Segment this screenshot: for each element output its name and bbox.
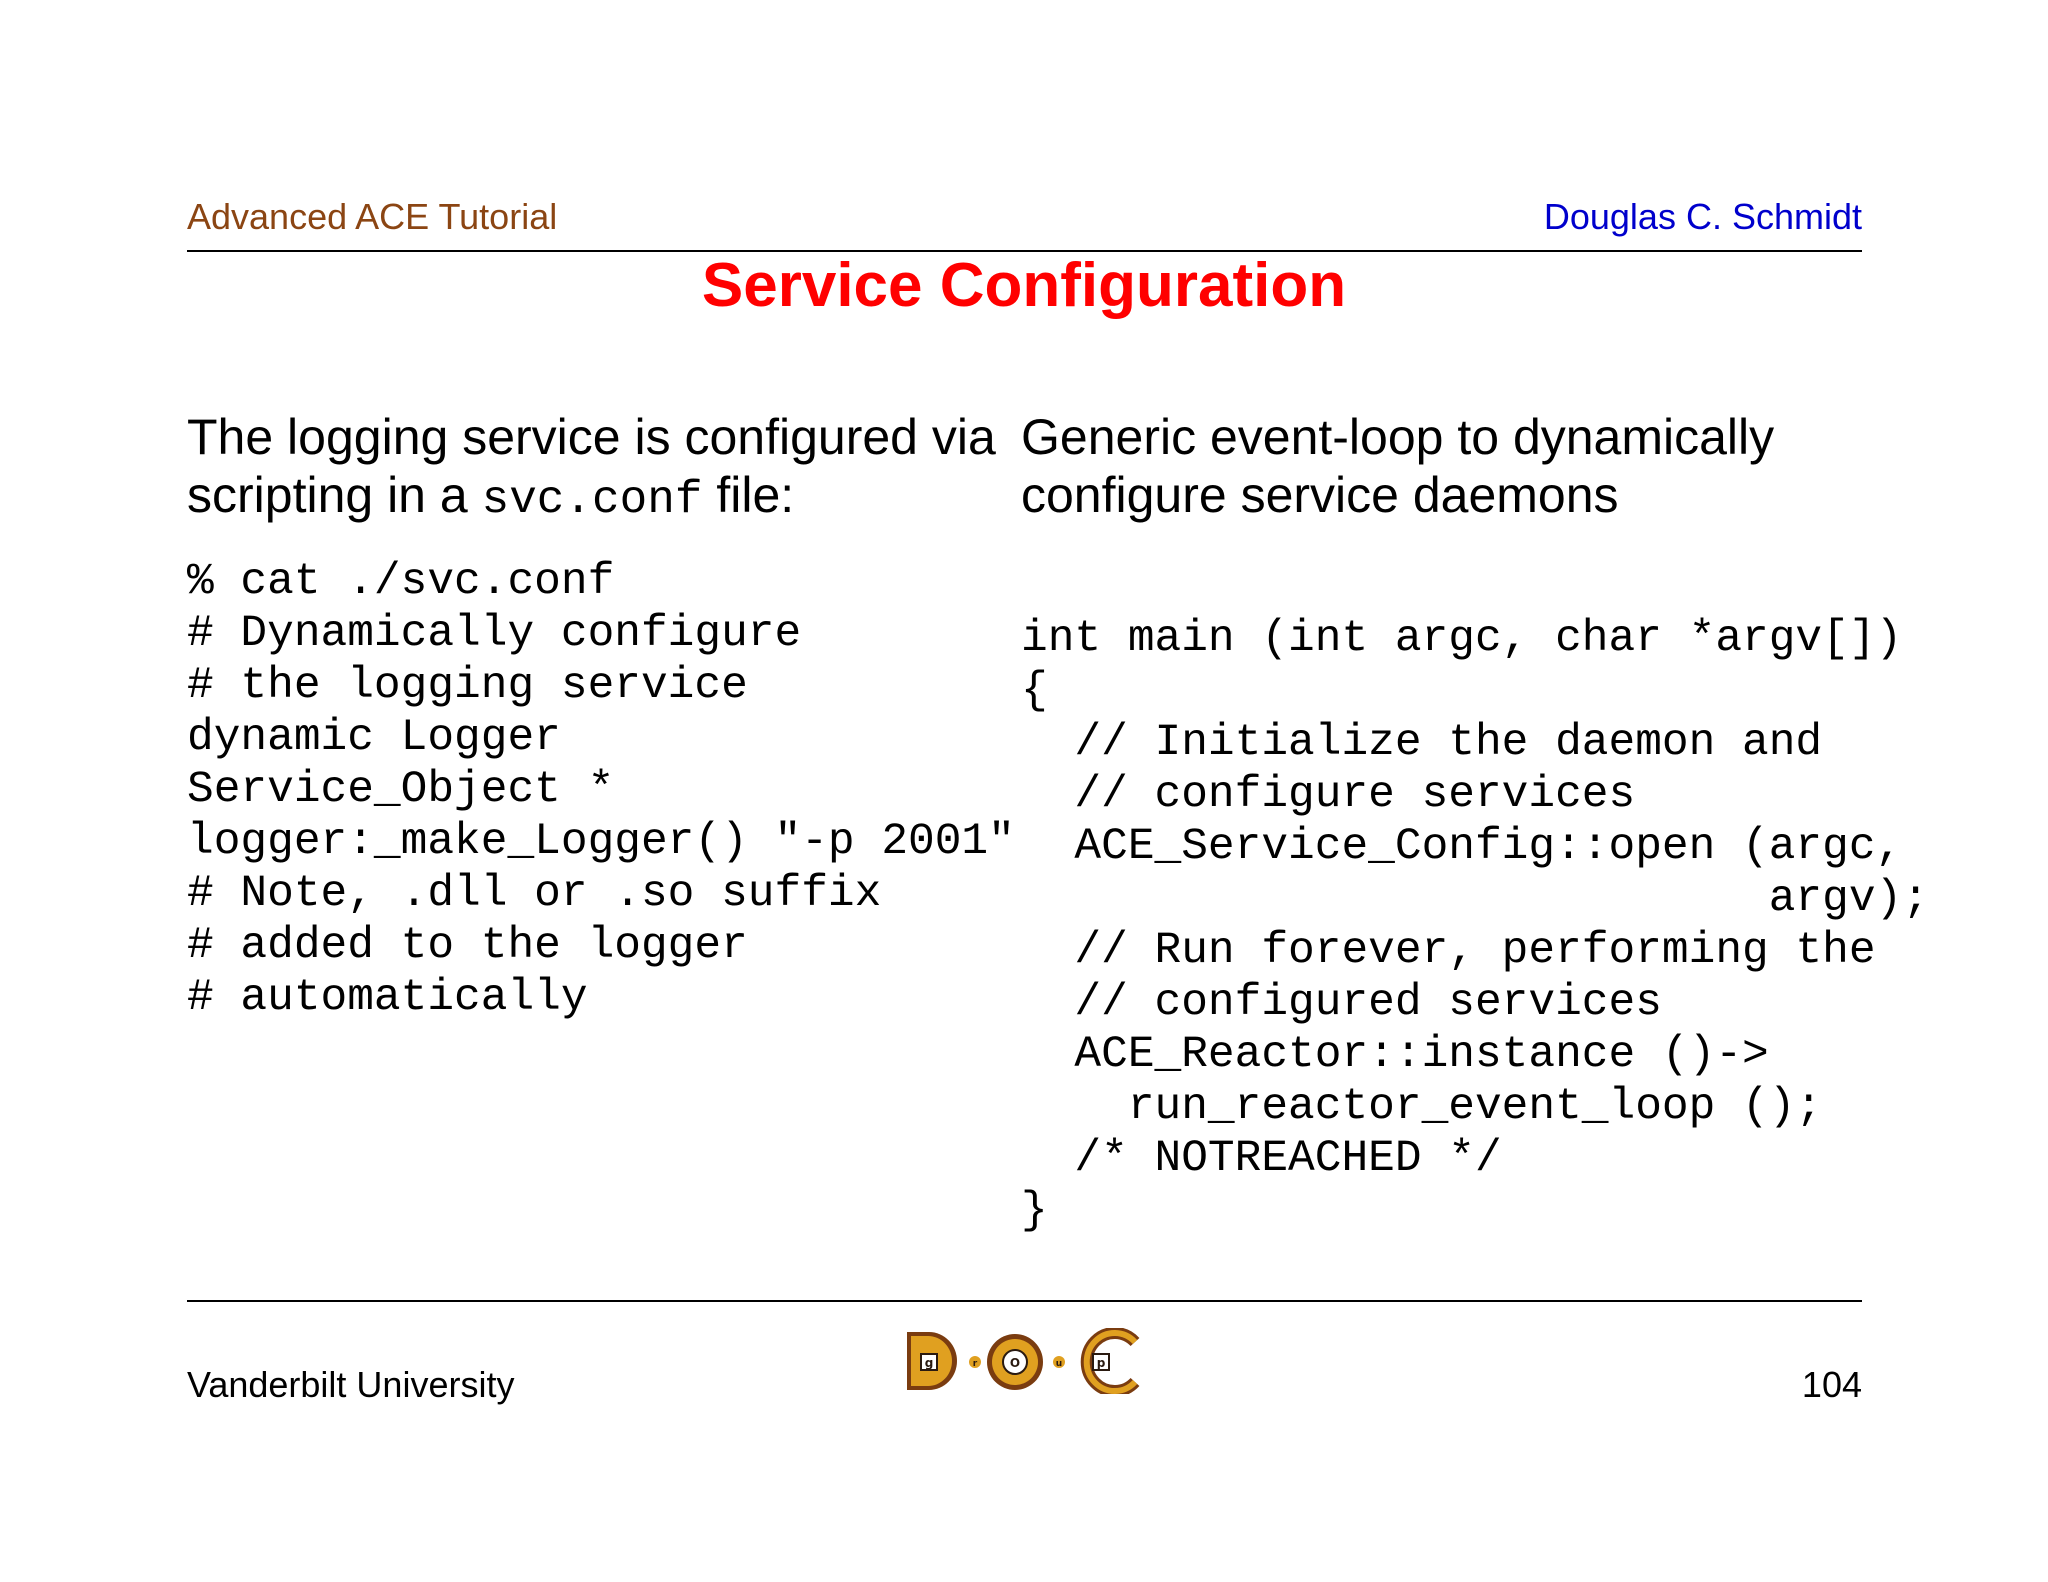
doc-group-logo [903,1328,1147,1394]
left-intro-text [187,408,1007,529]
logo-letter-o [987,1334,1043,1390]
footer-divider [187,1300,1862,1302]
left-intro-suffix: file: [702,467,795,523]
logo-small-u: u [1055,1359,1063,1369]
logo-small-o: O [1009,1356,1021,1370]
logo-letter-d [907,1332,957,1390]
page-number: 104 [1801,1364,1862,1405]
left-intro-filename: svc.conf [481,474,703,526]
logo-dot-r [969,1356,981,1369]
slide-title: Service Configuration [701,251,1347,320]
svc-conf-code-block: % cat ./svc.conf # Dynamically configure # the logging service dynamic Logger Service_Object * logger:_make_Logger() "-p 2001" # Note, .dll or .so suffix # added to the logger # automatically [187,557,1015,1023]
right-intro-text: Generic event-loop to dynamically configure service daemons [1021,409,1775,523]
logo-small-r: r [972,1359,978,1369]
header-author: Douglas C. Schmidt [1543,196,1862,237]
left-intro-prefix: The logging service is configured via scripting in a [187,409,996,523]
logo-small-p: p [1096,1356,1106,1370]
logo-letter-c [1087,1333,1135,1391]
main-function-code-block: int main (int argc, char *argv[]) { // Initialize the daemon and // configure services ACE_Service_Config::open (argc, argv); // Run forever, performing the // configured services ACE_Reactor::instance ()-> run_reactor_event_loop (); /* NOTREACHED */ } [1021,614,1929,1236]
header-course-title: Advanced ACE Tutorial [187,196,558,237]
footer-university: Vanderbilt University [187,1364,515,1405]
logo-small-g: g [924,1356,934,1370]
logo-dot-u [1053,1356,1065,1369]
